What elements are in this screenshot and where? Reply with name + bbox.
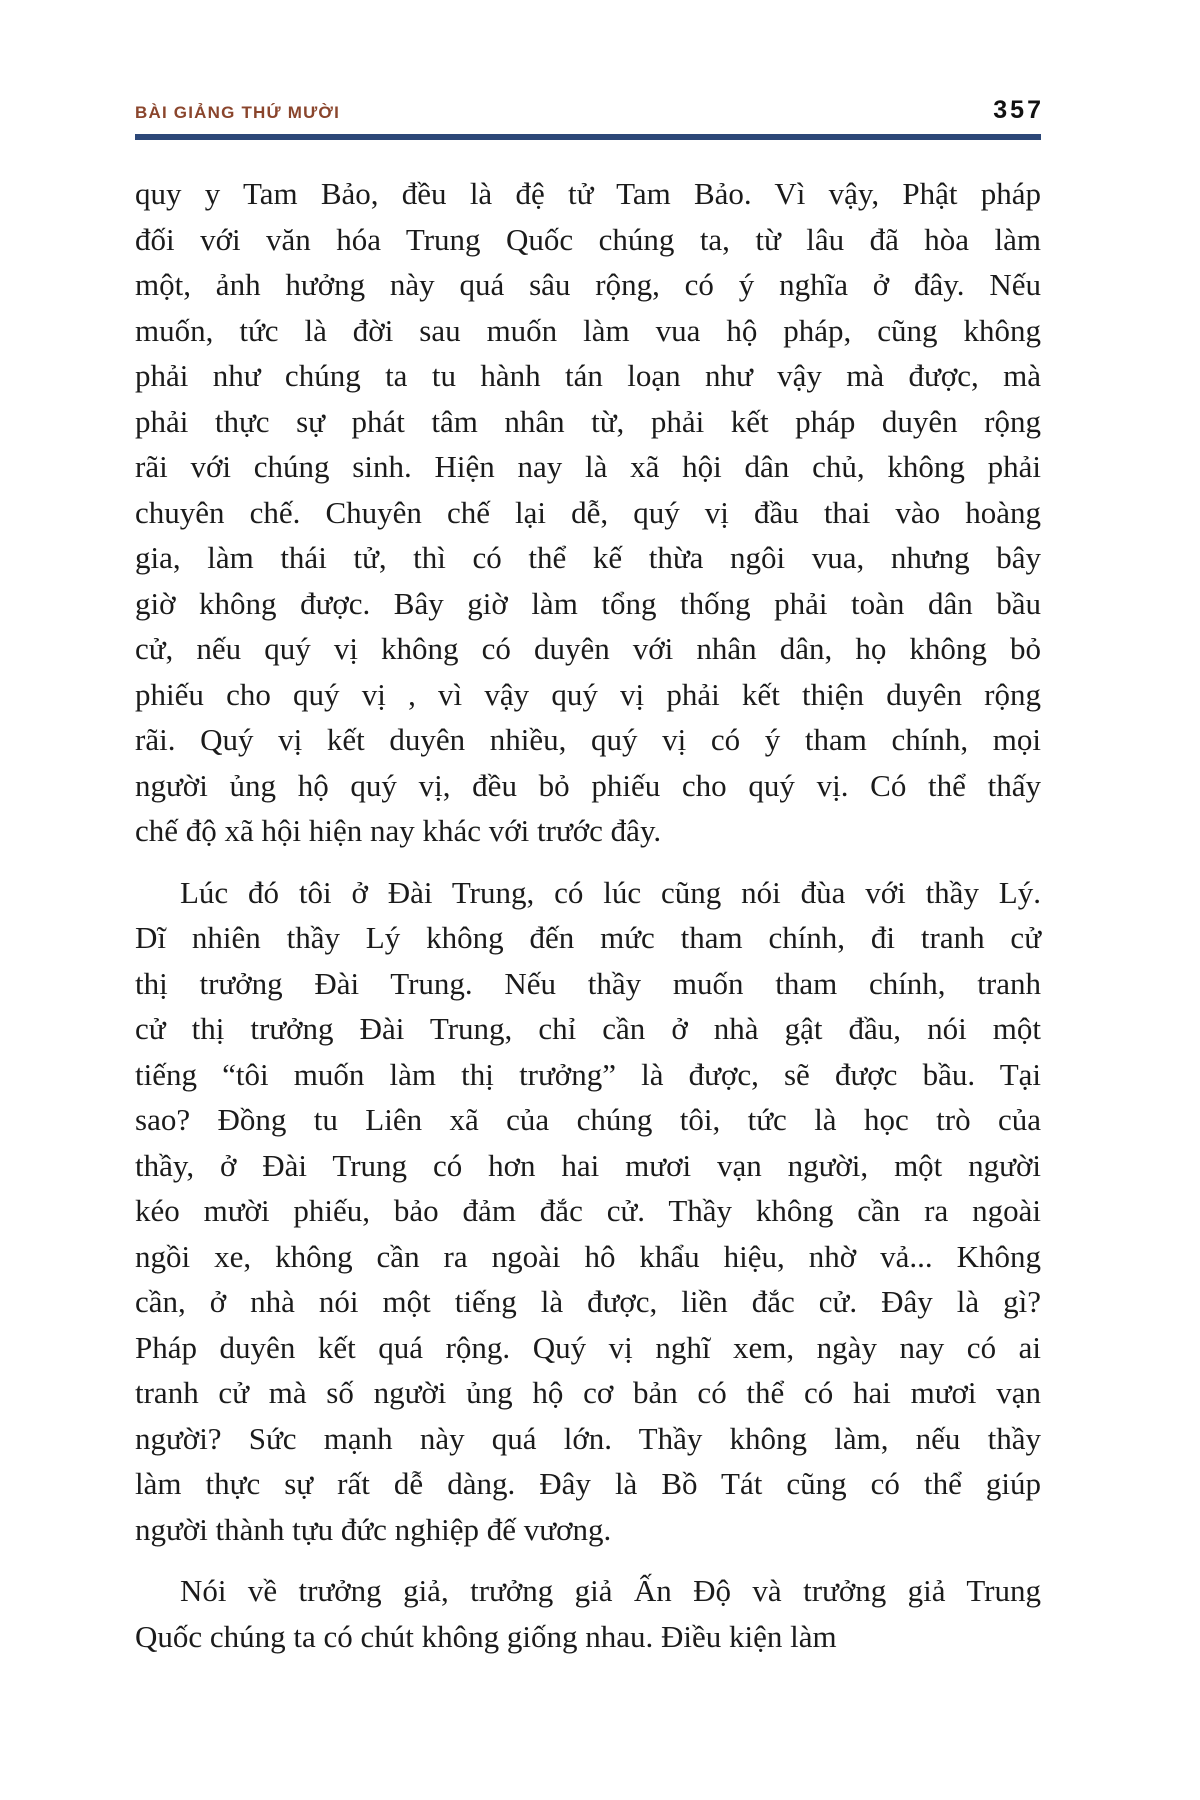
text-line: phải như chúng ta tu hành tán loạn như vậy mà được, mà	[135, 358, 1041, 393]
book-page	[135, 96, 1044, 1659]
text-line: làm thực sự rất dễ dàng. Đây là Bồ Tát cũng có thể giúp	[135, 1466, 1041, 1501]
text-line: phải thực sự phát tâm nhân từ, phải kết pháp duyên rộng	[135, 403, 1041, 439]
text-line: chế độ xã hội hiện nay khác với trước đây.	[135, 813, 662, 848]
text-line: muốn, tức là đời sau muốn làm vua hộ pháp, cũng không	[135, 312, 1041, 348]
header-rule	[135, 134, 1041, 140]
text-line: Pháp duyên kết quá rộng. Quý vị nghĩ xem, ngày nay có ai	[135, 1329, 1041, 1365]
text-line: rãi với chúng sinh. Hiện nay là xã hội dân chủ, không phải	[135, 449, 1041, 484]
text-line: giờ không được. Bây giờ làm tổng thống phải toàn dân bầu	[135, 585, 1041, 621]
text-line: chuyên chế. Chuyên chế lại dễ, quý vị đầu thai vào hoàng	[135, 494, 1041, 530]
text-line: ngồi xe, không cần ra ngoài hô khẩu hiệu, nhờ vả... Không	[135, 1238, 1041, 1274]
text-line: gia, làm thái tử, thì có thể kế thừa ngôi vua, nhưng bây	[135, 540, 1041, 575]
text-line: người thành tựu đức nghiệp đế vương.	[135, 1511, 612, 1547]
text-line: cử thị trưởng Đài Trung, chỉ cần ở nhà gật đầu, nói một	[135, 1011, 1041, 1046]
text-line: Dĩ nhiên thầy Lý không đến mức tham chính, đi tranh cử	[135, 920, 1041, 955]
text-line: tranh cử mà số người ủng hộ cơ bản có thể có hai mươi vạn	[135, 1375, 1041, 1410]
text-line: cần, ở nhà nói một tiếng là được, liền đắc cử. Đây là gì?	[135, 1284, 1041, 1319]
paragraph	[135, 1568, 1041, 1659]
text-line: một, ảnh hưởng này quá sâu rộng, có ý nghĩa ở đây. Nếu	[135, 267, 1041, 302]
text-line: Quốc chúng ta có chút không giống nhau. Điều kiện làm	[135, 1618, 837, 1654]
text-line: phiếu cho quý vị , vì vậy quý vị phải kết thiện duyên rộng	[135, 676, 1041, 712]
text-line: người ủng hộ quý vị, đều bỏ phiếu cho quý vị. Có thể thấy	[135, 767, 1041, 803]
text-line: thị trưởng Đài Trung. Nếu thầy muốn tham chính, tranh	[135, 965, 1041, 1001]
text-line: Nói về trưởng giả, trưởng giả Ấn Độ và trưởng giả Trung	[180, 1573, 1041, 1608]
text-line: cử, nếu quý vị không có duyên với nhân dân, họ không bỏ	[135, 631, 1041, 666]
running-head-title: BÀI GIẢNG THỨ MƯỜI	[135, 103, 341, 122]
text-line: Lúc đó tôi ở Đài Trung, có lúc cũng nói đùa với thầy Lý.	[180, 874, 1041, 910]
body-text	[135, 171, 1041, 1659]
text-line: sao? Đồng tu Liên xã của chúng tôi, tức là học trò của	[135, 1102, 1041, 1137]
paragraph	[135, 870, 1041, 1553]
text-line: đối với văn hóa Trung Quốc chúng ta, từ lâu đã hòa làm	[135, 221, 1041, 257]
text-line: người? Sức mạnh này quá lớn. Thầy không làm, nếu thầy	[135, 1420, 1041, 1456]
paragraph	[135, 171, 1041, 854]
text-line: kéo mười phiếu, bảo đảm đắc cử. Thầy không cần ra ngoài	[135, 1193, 1041, 1228]
page-header	[135, 96, 1044, 125]
page-number: 357	[993, 96, 1044, 124]
text-line: rãi. Quý vị kết duyên nhiều, quý vị có ý tham chính, mọi	[135, 722, 1041, 757]
text-line: tiếng “tôi muốn làm thị trưởng” là được, sẽ được bầu. Tại	[135, 1056, 1041, 1092]
text-line: quy y Tam Bảo, đều là đệ tử Tam Bảo. Vì vậy, Phật pháp	[135, 176, 1041, 211]
text-line: thầy, ở Đài Trung có hơn hai mươi vạn người, một người	[135, 1147, 1041, 1183]
